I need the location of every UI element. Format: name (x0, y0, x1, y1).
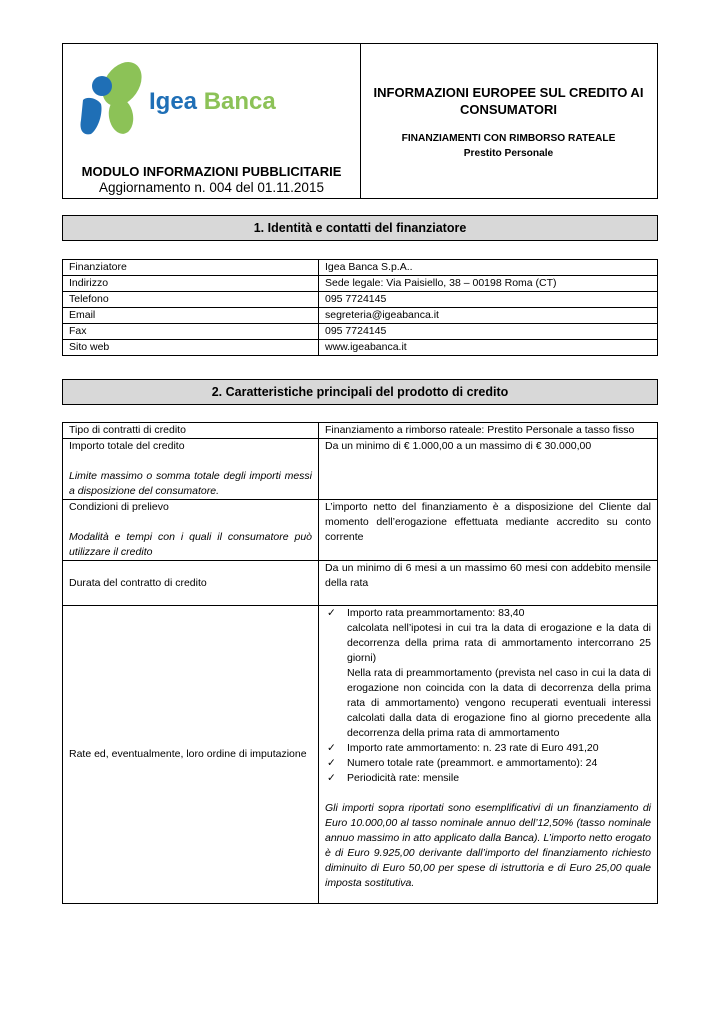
header-right-cell (360, 44, 657, 198)
rata-preammortamento-note: calcolata nell’ipotesi in cui tra la data di erogazione e la data di decorrenza della prima rata di ammortamento intercorrano 25 giorni) (347, 622, 651, 664)
row-value: 095 7724145 (319, 292, 658, 308)
row-label: Telefono (63, 292, 319, 308)
periodicita-rate: Periodicità rate: mensile (347, 772, 460, 784)
row-label: Sito web (63, 340, 319, 356)
document-header (62, 43, 658, 199)
website-link[interactable]: www.igeabanca.it (319, 340, 658, 356)
brand-name (149, 88, 276, 116)
email-link[interactable]: segreteria@igeabanca.it (319, 308, 658, 324)
row-label: Finanziatore (63, 260, 319, 276)
condizioni-value: L’importo netto del finanziamento è a disposizione del Cliente dal momento dell’erogazione effettuata mediante accredito su conto corrente (319, 500, 658, 561)
row-value: 095 7724145 (319, 324, 658, 340)
rata-preammortamento-desc: Nella rata di preammortamento (prevista nel caso in cui la data di erogazione non coincida con la data di decorrenza della prima rata di ammortamento) vengono recuperati eventuali interessi calcolati dalla data di erogazione fino al giorno precedente alla decorrenza della prima rata di ammortamento (347, 667, 651, 739)
subtitle-product-family: FINANZIAMENTI CON RIMBORSO RATEALE (401, 133, 616, 144)
checkmark-icon: ✓ (327, 607, 336, 619)
importo-label: Importo totale del credito (69, 440, 185, 452)
section-2-heading: 2. Caratteristiche principali del prodotto di credito (62, 379, 658, 405)
row-value: Igea Banca S.p.A.. (319, 260, 658, 276)
rate-label: Rate ed, eventualmente, loro ordine di imputazione (63, 606, 319, 904)
tipo-label: Tipo di contratti di credito (63, 423, 319, 439)
section-1-heading: 1. Identità e contatti del finanziatore (62, 215, 658, 241)
table-row (63, 260, 658, 276)
tipo-value: Finanziamento a rimborso rateale: Prestito Personale a tasso fisso (319, 423, 658, 439)
row-label: Indirizzo (63, 276, 319, 292)
list-item (327, 741, 651, 756)
lender-contacts-table (62, 259, 658, 356)
numero-totale-rate: Numero totale rate (preammort. e ammortamento): 24 (347, 757, 598, 769)
product-features-table (62, 422, 658, 904)
table-row (63, 500, 658, 561)
table-row (63, 561, 658, 606)
checkmark-icon: ✓ (327, 772, 336, 784)
document-title: INFORMAZIONI EUROPEE SUL CREDITO AI CONSUMATORI (373, 85, 644, 117)
checkmark-icon: ✓ (327, 757, 336, 769)
brand-word-igea: Igea (149, 88, 198, 115)
header-left-cell (63, 44, 361, 198)
table-row (63, 292, 658, 308)
importo-note: Limite massimo o somma totale degli importi messi a disposizione del consumatore. (69, 470, 312, 497)
row-value: Sede legale: Via Paisiello, 38 – 00198 Roma (CT) (319, 276, 658, 292)
row-label: Email (63, 308, 319, 324)
list-item (327, 606, 651, 741)
table-row (63, 276, 658, 292)
rate-value (319, 606, 658, 904)
table-row (63, 423, 658, 439)
rata-preammortamento: Importo rata preammortamento: 83,40 (347, 607, 525, 619)
subtitle-product: Prestito Personale (463, 148, 554, 159)
update-info: Aggiornamento n. 004 del 01.11.2015 (99, 180, 324, 195)
importo-cell (63, 439, 319, 500)
condizioni-note: Modalità e tempi con i quali il consumatore può utilizzare il credito (69, 531, 312, 558)
table-row (63, 308, 658, 324)
modulo-title: MODULO INFORMAZIONI PUBBLICITARIE (81, 164, 342, 179)
durata-label: Durata del contratto di credito (63, 561, 319, 606)
list-item (327, 771, 651, 786)
list-item (327, 756, 651, 771)
checkmark-icon: ✓ (327, 742, 336, 754)
condizioni-cell (63, 500, 319, 561)
brand-word-banca: Banca (203, 88, 276, 115)
rate-ammortamento: Importo rate ammortamento: n. 23 rate di Euro 491,20 (347, 742, 599, 754)
condizioni-label: Condizioni di prelievo (69, 501, 169, 513)
document-subtitle (370, 131, 647, 161)
example-note: Gli importi sopra riportati sono esemplificativi di un finanziamento di Euro 10.000,00 al tasso nominale annuo dell’12,50% (tasso nominale annuo massimo in atto applicato dalla Banca). L’importo netto erogato è di Euro 9.925,00 derivante dall’importo del finanziamento richiesto diminuito di Euro 50,00 per spese di istruttoria e di Euro 25,00 quale imposta sostitutiva. (325, 802, 651, 889)
table-row (63, 606, 658, 904)
table-row (63, 324, 658, 340)
table-row (63, 340, 658, 356)
rate-details-list (325, 606, 651, 786)
importo-value: Da un minimo di € 1.000,00 a un massimo di € 30.000,00 (319, 439, 658, 500)
durata-value: Da un minimo di 6 mesi a un massimo 60 mesi con addebito mensile della rata (319, 561, 658, 606)
table-row (63, 439, 658, 500)
row-label: Fax (63, 324, 319, 340)
